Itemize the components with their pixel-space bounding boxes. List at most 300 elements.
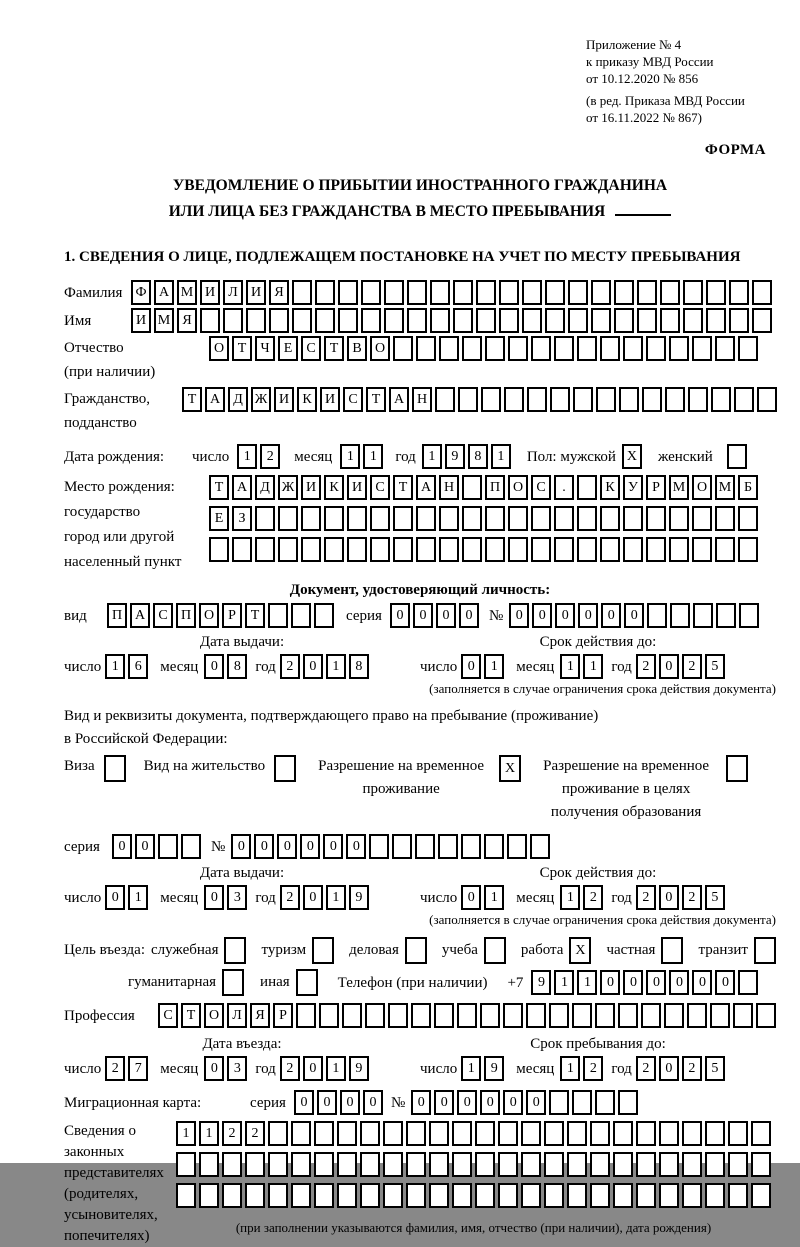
section1-heading: 1. СВЕДЕНИЯ О ЛИЦЕ, ПОДЛЕЖАЩЕМ ПОСТАНОВКЕ НА УЧЕТ ПО МЕСТУ ПРЕБЫВАНИЯ: [64, 249, 741, 265]
valid-until-row: [420, 654, 776, 679]
sex-female-label: женский: [657, 448, 713, 465]
char-cell: 2: [105, 1056, 125, 1081]
patronymic-cells: [209, 336, 758, 361]
char-cell: [577, 475, 597, 500]
purpose-other-checkbox: [296, 969, 318, 996]
char-cell: М: [154, 308, 174, 333]
char-cell: [573, 387, 593, 412]
day-label: число: [420, 1060, 458, 1077]
char-cell: [199, 1183, 219, 1208]
year-label: год: [255, 889, 276, 906]
char-cell: [223, 308, 243, 333]
char-cell: [614, 308, 634, 333]
char-cell: 0: [526, 1090, 546, 1115]
document-title: [64, 173, 776, 225]
char-cell: 9: [445, 444, 465, 469]
valid-year-cells: [636, 885, 725, 910]
char-cell: X: [622, 444, 642, 469]
char-cell: 1: [577, 970, 597, 995]
char-cell: 6: [128, 654, 148, 679]
stay-doc-options: [64, 755, 776, 824]
char-cell: [757, 387, 777, 412]
char-cell: [246, 308, 266, 333]
char-cell: 0: [457, 1090, 477, 1115]
char-cell: [692, 336, 712, 361]
char-cell: 1: [583, 654, 603, 679]
purpose-work-checkbox: [569, 937, 591, 964]
char-cell: [641, 1003, 661, 1028]
char-cell: Ж: [278, 475, 298, 500]
char-cell: 2: [280, 1056, 300, 1081]
purpose-tourism-checkbox: [312, 937, 334, 964]
char-cell: [278, 537, 298, 562]
doc-kind-label: вид: [64, 607, 87, 624]
char-cell: [752, 280, 772, 305]
char-cell: [291, 1121, 311, 1146]
char-cell: [554, 336, 574, 361]
char-cell: Ж: [251, 387, 271, 412]
char-cell: 2: [280, 885, 300, 910]
char-cell: [572, 1090, 592, 1115]
purpose-tourism: [262, 937, 335, 964]
char-cell: [550, 387, 570, 412]
char-cell: [407, 308, 427, 333]
char-cell: [705, 1121, 725, 1146]
revision-line: от 16.11.2022 № 867): [586, 110, 703, 125]
surname-label: Фамилия: [64, 284, 123, 301]
char-cell: 0: [659, 1056, 679, 1081]
char-cell: [452, 1121, 472, 1146]
validity-note: (заполняется в случае ограничения срока действия документа): [429, 681, 776, 696]
char-cell: 0: [340, 1090, 360, 1115]
char-cell: [222, 1152, 242, 1177]
char-cell: [637, 280, 657, 305]
char-cell: 0: [461, 885, 481, 910]
char-cell: 5: [705, 885, 725, 910]
char-cell: [245, 1183, 265, 1208]
char-cell: Т: [366, 387, 386, 412]
char-cell: [660, 280, 680, 305]
residence-permit-option: [144, 755, 296, 782]
char-cell: 0: [363, 1090, 383, 1115]
entry-date-heading: Дата въезда:: [202, 1036, 282, 1052]
char-cell: [222, 969, 244, 996]
char-cell: [393, 336, 413, 361]
char-cell: [485, 506, 505, 531]
char-cell: [590, 1152, 610, 1177]
year-label: год: [255, 1060, 276, 1077]
month-label: месяц: [160, 889, 199, 906]
day-label: число: [64, 889, 102, 906]
char-cell: [692, 506, 712, 531]
char-cell: [600, 537, 620, 562]
char-cell: [383, 1121, 403, 1146]
char-cell: [291, 603, 311, 628]
char-cell: 9: [484, 1056, 504, 1081]
char-cell: [384, 280, 404, 305]
char-cell: Л: [223, 280, 243, 305]
purpose-work: [521, 937, 592, 964]
char-cell: [728, 1121, 748, 1146]
char-cell: [458, 387, 478, 412]
char-cell: [453, 280, 473, 305]
char-cell: [503, 1003, 523, 1028]
char-cell: И: [246, 280, 266, 305]
purpose-study: [442, 937, 506, 964]
stay-until-heading: Срок пребывания до:: [530, 1036, 666, 1052]
char-cell: [664, 1003, 684, 1028]
char-cell: [568, 280, 588, 305]
sex-male-checkbox: [622, 444, 642, 469]
char-cell: Д: [255, 475, 275, 500]
char-cell: [475, 1121, 495, 1146]
char-cell: Т: [393, 475, 413, 500]
char-cell: [729, 280, 749, 305]
char-cell: [181, 834, 201, 859]
char-cell: [438, 834, 458, 859]
char-cell: [498, 1183, 518, 1208]
representatives-row1-cells: [176, 1121, 771, 1146]
char-cell: К: [600, 475, 620, 500]
char-cell: Т: [209, 475, 229, 500]
char-cell: [268, 1183, 288, 1208]
char-cell: [669, 537, 689, 562]
valid-until-col: [420, 634, 776, 679]
entry-purpose-row: [64, 937, 776, 964]
char-cell: [659, 1152, 679, 1177]
char-cell: 0: [600, 970, 620, 995]
month-label: месяц: [516, 889, 555, 906]
issue-day-cells: [105, 654, 148, 679]
char-cell: [429, 1121, 449, 1146]
char-cell: 1: [340, 444, 360, 469]
char-cell: 1: [237, 444, 257, 469]
temporary-residence-education-checkbox: [726, 755, 748, 782]
identity-doc-heading: Документ, удостоверяющий личность:: [289, 582, 551, 598]
char-cell: [314, 1152, 334, 1177]
char-cell: 0: [413, 603, 433, 628]
char-cell: 1: [363, 444, 383, 469]
char-cell: [646, 336, 666, 361]
char-cell: И: [320, 387, 340, 412]
char-cell: 1: [128, 885, 148, 910]
char-cell: [393, 537, 413, 562]
char-cell: 8: [468, 444, 488, 469]
char-cell: [507, 834, 527, 859]
char-cell: [568, 308, 588, 333]
temporary-residence-option: [312, 755, 521, 801]
char-cell: [693, 603, 713, 628]
char-cell: [255, 537, 275, 562]
char-cell: 1: [176, 1121, 196, 1146]
char-cell: [361, 280, 381, 305]
day-label: число: [420, 889, 458, 906]
representatives-cells: [176, 1121, 771, 1236]
char-cell: [659, 1121, 679, 1146]
char-cell: [476, 308, 496, 333]
char-cell: 1: [105, 654, 125, 679]
char-cell: 0: [578, 603, 598, 628]
stay-month-cells: [560, 1056, 603, 1081]
char-cell: [369, 834, 389, 859]
char-cell: [453, 308, 473, 333]
char-cell: [158, 834, 178, 859]
purpose-transit: [698, 937, 775, 964]
entry-month-cells: [204, 1056, 247, 1081]
char-cell: [567, 1183, 587, 1208]
char-cell: [269, 308, 289, 333]
char-cell: Ч: [255, 336, 275, 361]
char-cell: 5: [705, 654, 725, 679]
title-line-1: УВЕДОМЛЕНИЕ О ПРИБЫТИИ ИНОСТРАННОГО ГРАЖДАНИНА: [172, 177, 668, 194]
char-cell: А: [416, 475, 436, 500]
char-cell: 0: [509, 603, 529, 628]
identity-doc-row: [64, 603, 776, 628]
birth-place-cells: [209, 475, 758, 562]
doc-number-cells: [509, 603, 759, 628]
valid-until-heading: Срок действия до:: [539, 634, 657, 650]
char-cell: [347, 506, 367, 531]
birth-date-label: Дата рождения:: [64, 448, 165, 465]
char-cell: Ф: [131, 280, 151, 305]
stay-doc-series-cells: [112, 834, 201, 859]
char-cell: [365, 1003, 385, 1028]
char-cell: [452, 1183, 472, 1208]
char-cell: Р: [222, 603, 242, 628]
stay-doc-heading-line1: Вид и реквизиты документа, подтверждающего право на пребывание (проживание): [64, 708, 599, 724]
char-cell: [222, 1183, 242, 1208]
char-cell: [415, 834, 435, 859]
temporary-residence-education-option: [535, 755, 748, 824]
citizenship-cells: [182, 387, 777, 412]
char-cell: [683, 308, 703, 333]
stay-doc-heading: [64, 705, 776, 751]
char-cell: [393, 506, 413, 531]
day-label: число: [420, 658, 458, 675]
char-cell: 2: [636, 654, 656, 679]
issue-date-row: [64, 885, 420, 910]
char-cell: А: [389, 387, 409, 412]
char-cell: [429, 1152, 449, 1177]
profession-row: [64, 1003, 776, 1028]
char-cell: [572, 1003, 592, 1028]
char-cell: [729, 308, 749, 333]
char-cell: [710, 1003, 730, 1028]
char-cell: [734, 387, 754, 412]
char-cell: [682, 1183, 702, 1208]
char-cell: [416, 537, 436, 562]
validity-note: (заполняется в случае ограничения срока действия документа): [429, 912, 776, 927]
char-cell: 0: [323, 834, 343, 859]
char-cell: [312, 937, 334, 964]
char-cell: 0: [555, 603, 575, 628]
char-cell: 0: [480, 1090, 500, 1115]
char-cell: [407, 280, 427, 305]
char-cell: [475, 1183, 495, 1208]
purpose-business: [349, 937, 427, 964]
char-cell: О: [370, 336, 390, 361]
char-cell: [590, 1183, 610, 1208]
blank-underline: [615, 201, 671, 216]
stay-until-row: [420, 1056, 776, 1081]
issue-date-col: [64, 634, 420, 679]
char-cell: 0: [623, 970, 643, 995]
char-cell: 1: [461, 1056, 481, 1081]
phone-prefix: +7: [507, 974, 524, 991]
char-cell: [337, 1121, 357, 1146]
char-cell: [255, 506, 275, 531]
purpose-tourism-label: туризм: [261, 942, 307, 958]
char-cell: [338, 280, 358, 305]
char-cell: 1: [491, 444, 511, 469]
month-label: месяц: [160, 658, 199, 675]
number-label: №: [390, 1094, 406, 1111]
char-cell: [636, 1152, 656, 1177]
char-cell: [567, 1152, 587, 1177]
char-cell: [577, 537, 597, 562]
char-cell: [613, 1152, 633, 1177]
purpose-private: [606, 937, 683, 964]
char-cell: М: [715, 475, 735, 500]
char-cell: У: [623, 475, 643, 500]
char-cell: [337, 1183, 357, 1208]
char-cell: [499, 308, 519, 333]
purpose-official-label: служебная: [150, 942, 219, 958]
entry-year-cells: [280, 1056, 369, 1081]
patronymic-label: Отчество (при наличии): [64, 340, 156, 380]
char-cell: [715, 506, 735, 531]
doc-kind-cells: [107, 603, 334, 628]
char-cell: [439, 336, 459, 361]
char-cell: 2: [636, 1056, 656, 1081]
year-label: год: [255, 658, 276, 675]
day-label: число: [192, 448, 230, 465]
char-cell: И: [200, 280, 220, 305]
month-label: месяц: [160, 1060, 199, 1077]
char-cell: [752, 308, 772, 333]
purpose-prefix: Цель въезда:: [64, 942, 145, 958]
char-cell: [508, 336, 528, 361]
valid-year-cells: [636, 654, 725, 679]
representatives-row3-cells: [176, 1183, 771, 1208]
char-cell: С: [301, 336, 321, 361]
char-cell: [682, 1121, 702, 1146]
char-cell: 9: [531, 970, 551, 995]
char-cell: [646, 537, 666, 562]
purpose-humanitarian: [128, 969, 244, 996]
char-cell: [595, 1090, 615, 1115]
valid-day-cells: [461, 885, 504, 910]
char-cell: Н: [439, 475, 459, 500]
char-cell: [728, 1183, 748, 1208]
char-cell: [549, 1003, 569, 1028]
char-cell: [706, 280, 726, 305]
number-label: №: [211, 838, 226, 855]
phone-label: Телефон (при наличии): [337, 974, 488, 991]
char-cell: [370, 506, 390, 531]
day-label: число: [64, 658, 102, 675]
char-cell: [618, 1003, 638, 1028]
char-cell: [462, 336, 482, 361]
migration-series-cells: [294, 1090, 383, 1115]
char-cell: 0: [601, 603, 621, 628]
month-label: месяц: [516, 658, 555, 675]
char-cell: [360, 1121, 380, 1146]
char-cell: [406, 1152, 426, 1177]
char-cell: [522, 308, 542, 333]
char-cell: 0: [346, 834, 366, 859]
char-cell: 1: [560, 654, 580, 679]
char-cell: [706, 308, 726, 333]
char-cell: [670, 603, 690, 628]
char-cell: [618, 1090, 638, 1115]
char-cell: [636, 1183, 656, 1208]
char-cell: [370, 537, 390, 562]
char-cell: [430, 280, 450, 305]
char-cell: [209, 537, 229, 562]
char-cell: М: [177, 280, 197, 305]
form-word: ФОРМА: [704, 142, 766, 158]
title-line-2: ИЛИ ЛИЦА БЕЗ ГРАЖДАНСТВА В МЕСТО ПРЕБЫВАНИЯ: [64, 199, 776, 225]
char-cell: 1: [326, 885, 346, 910]
char-cell: [292, 280, 312, 305]
char-cell: [647, 603, 667, 628]
char-cell: Т: [324, 336, 344, 361]
char-cell: Т: [181, 1003, 201, 1028]
char-cell: 0: [390, 603, 410, 628]
char-cell: [301, 506, 321, 531]
birth-place-row1-cells: [209, 475, 758, 500]
visa-option: [64, 755, 126, 782]
purpose-transit-label: транзит: [698, 942, 748, 958]
char-cell: А: [130, 603, 150, 628]
char-cell: [683, 280, 703, 305]
char-cell: [715, 336, 735, 361]
char-cell: [476, 280, 496, 305]
char-cell: [315, 280, 335, 305]
stay-day-cells: [461, 1056, 504, 1081]
char-cell: [577, 506, 597, 531]
surname-cells: [131, 280, 772, 305]
birth-place-block: [64, 475, 776, 575]
char-cell: 9: [349, 1056, 369, 1081]
char-cell: [692, 537, 712, 562]
char-cell: [199, 1152, 219, 1177]
char-cell: [544, 1183, 564, 1208]
representatives-note: (при заполнении указываются фамилия, имя, отчество (при наличии), дата рождения): [235, 1220, 712, 1235]
char-cell: [314, 1121, 334, 1146]
valid-until-col: [420, 865, 776, 910]
char-cell: [411, 1003, 431, 1028]
char-cell: [319, 1003, 339, 1028]
char-cell: [360, 1183, 380, 1208]
char-cell: [268, 1152, 288, 1177]
char-cell: 2: [682, 1056, 702, 1081]
char-cell: [739, 603, 759, 628]
char-cell: Я: [269, 280, 289, 305]
temporary-residence-education-label: Разрешение на временное проживание в целях получения образования: [543, 758, 710, 820]
birth-date-row: [64, 444, 776, 469]
char-cell: [475, 1152, 495, 1177]
char-cell: 2: [682, 654, 702, 679]
char-cell: [669, 336, 689, 361]
char-cell: 0: [715, 970, 735, 995]
char-cell: [545, 308, 565, 333]
char-cell: 0: [303, 885, 323, 910]
profession-label: Профессия: [64, 1007, 135, 1024]
char-cell: [406, 1183, 426, 1208]
char-cell: К: [297, 387, 317, 412]
